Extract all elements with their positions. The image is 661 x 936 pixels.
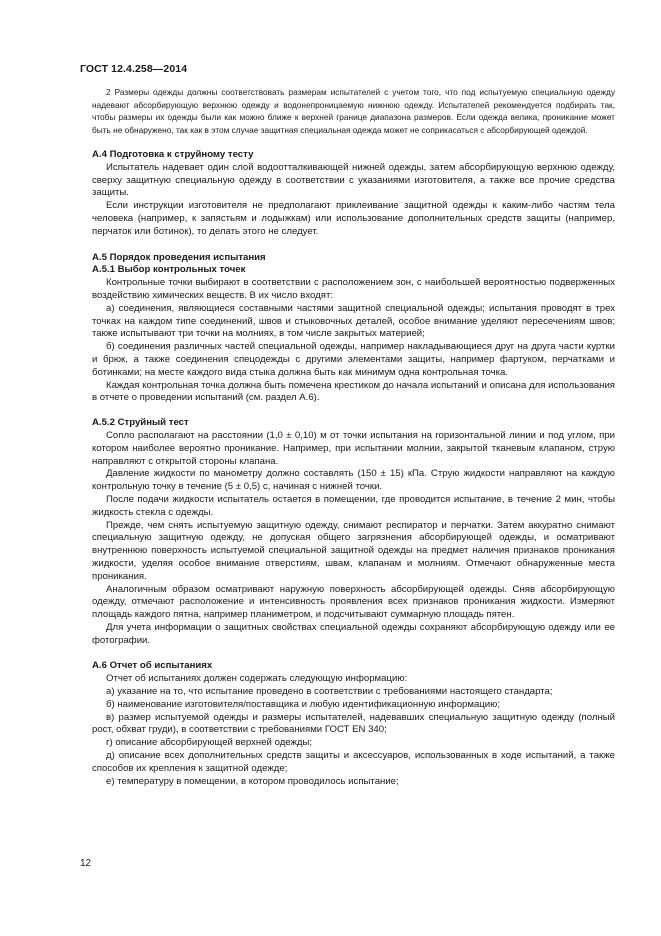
paragraph: Отчет об испытаниях должен содержать следующую информацию:: [106, 673, 408, 685]
paragraph: Для учета информации о защитных свойствах специальной одежды сохраняют абсорбирующую одежду или ее фотографии.: [92, 621, 615, 646]
list-item: г) описание абсорбирующей верхней одежды;: [106, 737, 313, 749]
paragraph: Давление жидкости по манометру должно составлять (150 ± 15) кПа. Струю жидкости направляют на каждую контрольную точку в течение (5 ± 0,5) с, начиная с нижней точки.: [92, 468, 615, 493]
section-heading: А.4 Подготовка к струйному тесту: [92, 149, 254, 160]
section-heading: А.5 Порядок проведения испытания: [92, 251, 266, 263]
paragraph: Испытатель надевает один слой водоотталкивающей нижней одежды, затем абсорбирующую верхнюю одежду, сверху защитную специальную одежду в соответствии с указаниями изготовителя, а также все прочие средства защиты.: [92, 161, 615, 199]
paragraph: Прежде, чем снять испытуемую защитную одежду, снимают респиратор и перчатки. Затем аккуратно снимают специальную защитную одежду, не допуская общего загрязнения абсорбирующей одежды, и осматривают внутреннюю поверхность испытуемой специальной защитной одежды на предмет наличия признаков проникания жидкости, уделяя особое внимание отверстиям, швам, клапанам и молниям. Отмечают обнаруженные места проникания.: [92, 519, 615, 582]
list-item: д) описание всех дополнительных средств защиты и аксессуаров, использованных в ходе испытаний, а также способов их крепления к защитной одежде;: [92, 750, 615, 774]
page-content: [92, 86, 615, 788]
section-a5: [92, 252, 615, 648]
section-a6: [92, 660, 615, 788]
paragraph: Если инструкции изготовителя не предполагают приклеивание защитной одежды к каким-либо частям тела человека (например, к запястьям и лодыжкам) или использование дополнительных средств защиты (например, перчаток или ботинок), то делать этого не следует.: [92, 200, 615, 237]
page-number: 12: [80, 858, 92, 869]
section-heading: А.6 Отчет об испытаниях: [92, 660, 213, 672]
list-item: б) соединения различных частей специальной одежды, например накладывающиеся друг на друга части куртки и брюк, а также соединения спецодежды с другими элементами защиты, например фартуком, перчатками и ботинками; на месте каждого вида стыка должна быть как минимум одна контрольная точка.: [92, 341, 615, 378]
list-item: в) размер испытуемой одежды и размеры испытателей, надевавших специальную защитную одежду (полный рост, обхват груди), в соответствии с требованиями ГОСТ EN 340;: [92, 711, 615, 736]
subsection-heading: А.5.1 Выбор контрольных точек: [92, 264, 246, 276]
list-item: а) указание на то, что испытание проведено в соответствии с требованиями настоящего стандарта;: [106, 686, 553, 698]
document-header: ГОСТ 12.4.258—2014: [80, 63, 188, 75]
paragraph: Аналогичным образом осматривают наружную поверхность абсорбирующей одежды. Сняв абсорбирующую одежду, отмечают расположение и интенсивность проявления всех признаков проникания жидкости. Измеряют площадь каждого пятна, например планиметром, и подсчитывают суммарную площадь пятен.: [92, 583, 615, 621]
paragraph: Каждая контрольная точка должна быть помечена крестиком до начала испытаний и описана для использования в отчете о проведении испытаний (см. раздел А.6).: [92, 379, 615, 404]
section-a4: [92, 149, 615, 239]
note-text: 2 Размеры одежды должны соответствовать размерам испытателей с учетом того, что под испытуемую специальную одежду надевают абсорбирующую верхнюю одежду и водонепроницаемую нижнюю одежду. Испытателей рекомендуется подбирать так, чтобы размеры их одежды были как можно ближе к верхней границе диапазона размеров. Если одежда велика, проникание может быть не обнаружено, так как в этом случае защитная специальная одежда может не соприкасаться с абсорбирующей одеждой.: [92, 87, 615, 135]
subsection-heading: А.5.2 Струйный тест: [92, 417, 189, 429]
list-item: б) наименование изготовителя/поставщика и любую идентификационную информацию;: [106, 698, 501, 710]
list-item: е) температуру в помещении, в котором проводилось испытание;: [106, 775, 399, 787]
paragraph: После подачи жидкости испытатель остается в помещении, где проводится испытание, в течение 2 мин, чтобы жидкость стекла с одежды.: [92, 493, 615, 518]
list-item: а) соединения, являющиеся составными частями защитной специальной одежды; испытания проводят в трех точках на каждом типе соединений, швов и стыковочных деталей, особое внимание уделяют пересечениям швов; также испытывают три точки на молниях, в том числе закрытых материей;: [92, 302, 615, 340]
paragraph: Контрольные точки выбирают в соответствии с расположением зон, с наибольшей вероятностью подверженных воздействию химических веществ. В их число входят:: [92, 277, 615, 301]
paragraph: Сопло располагают на расстоянии (1,0 ± 0,10) м от точки испытания на горизонтальной линии и под углом, при котором наиболее вероятно проникание. Например, при испытании молнии, закрытой тканевым клапаном, струю направляют с открытой стороны клапана.: [92, 429, 615, 467]
note-block: [92, 86, 615, 136]
